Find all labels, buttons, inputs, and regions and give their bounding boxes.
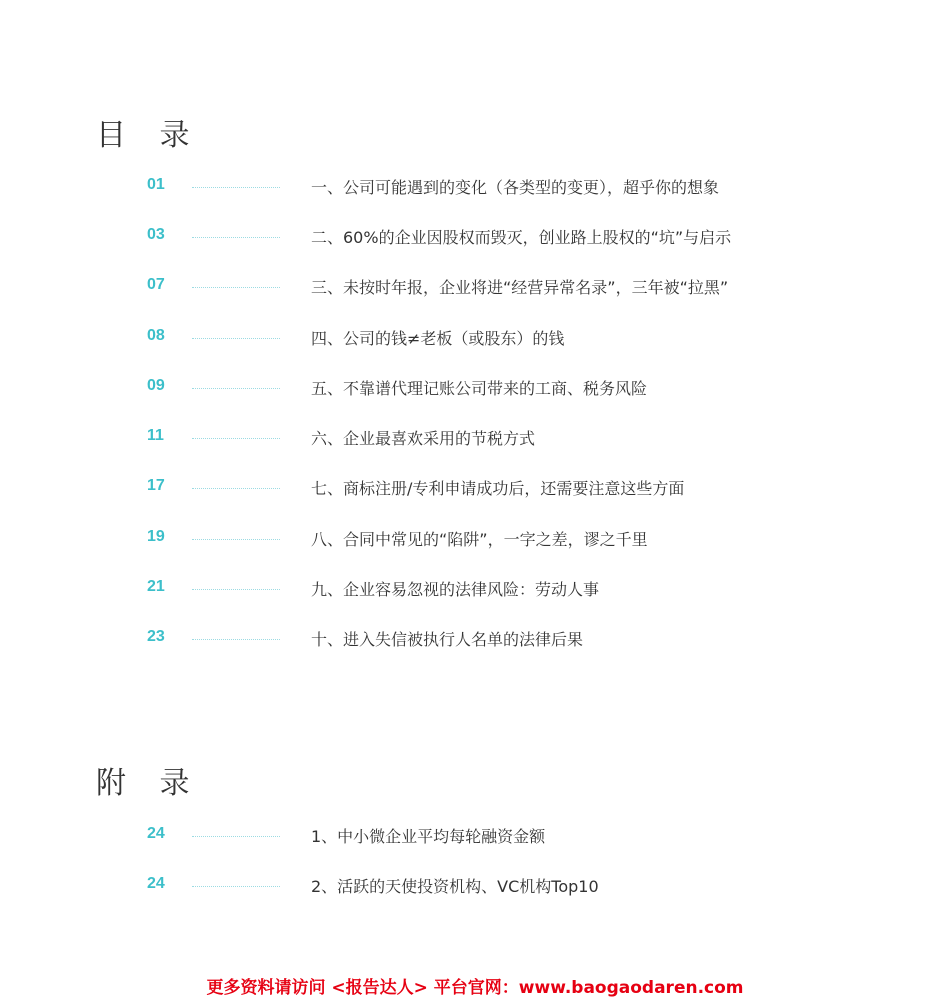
appendix-heading: 附 录	[96, 766, 202, 802]
toc-entry[interactable]	[0, 172, 950, 202]
toc-entry-title: 九、企业容易忽视的法律风险：劳动人事	[311, 580, 600, 599]
toc-entry[interactable]	[0, 524, 950, 554]
toc-entry[interactable]	[0, 323, 950, 353]
toc-page-number: 09	[147, 377, 165, 394]
dotted-leader	[192, 237, 280, 238]
toc-entry-title: 五、不靠谱代理记账公司带来的工商、税务风险	[311, 379, 648, 398]
appendix-entry[interactable]	[0, 821, 950, 851]
toc-page-number: 19	[147, 528, 165, 545]
toc-entry-title: 六、企业最喜欢采用的节税方式	[311, 429, 536, 448]
toc-entry[interactable]	[0, 574, 950, 604]
toc-entry[interactable]	[0, 423, 950, 453]
dotted-leader	[192, 388, 280, 389]
toc-entry-title: 二、60%的企业因股权而毁灭，创业路上股权的“坑”与启示	[311, 228, 732, 247]
toc-entry-title: 十、进入失信被执行人名单的法律后果	[311, 630, 584, 649]
toc-entry-title: 一、公司可能遇到的变化（各类型的变更），超乎你的想象	[311, 178, 720, 197]
toc-page-number: 01	[147, 176, 165, 193]
toc-entry[interactable]	[0, 473, 950, 503]
dotted-leader	[192, 338, 280, 339]
dotted-leader	[192, 836, 280, 837]
appendix-entry-title: 2、活跃的天使投资机构、VC机构Top10	[311, 877, 599, 896]
dotted-leader	[192, 488, 280, 489]
appendix-entry-title: 1、中小微企业平均每轮融资金额	[311, 827, 546, 846]
appendix-page-number: 24	[147, 875, 165, 892]
dotted-leader	[192, 287, 280, 288]
appendix-page-number: 24	[147, 825, 165, 842]
dotted-leader	[192, 187, 280, 188]
toc-heading: 目 录	[96, 118, 202, 154]
toc-entry[interactable]	[0, 624, 950, 654]
toc-entry-title: 四、公司的钱≠老板（或股东）的钱	[311, 329, 565, 348]
toc-entry-title: 七、商标注册/专利申请成功后，还需要注意这些方面	[311, 479, 685, 498]
toc-page-number: 11	[147, 427, 164, 444]
toc-page-number: 23	[147, 628, 165, 645]
dotted-leader	[192, 886, 280, 887]
toc-page-number: 21	[147, 578, 165, 595]
footer-promo-link[interactable]: 更多资料请访问 <报告达人> 平台官网：www.baogaodaren.com	[206, 978, 744, 998]
dotted-leader	[192, 438, 280, 439]
toc-page-number: 17	[147, 477, 165, 494]
appendix-entry[interactable]	[0, 871, 950, 901]
toc-page-number: 07	[147, 276, 165, 293]
toc-entry[interactable]	[0, 272, 950, 302]
toc-page-number: 08	[147, 327, 165, 344]
toc-entry-title: 八、合同中常见的“陷阱”，一字之差，谬之千里	[311, 530, 648, 549]
toc-entry[interactable]	[0, 222, 950, 252]
toc-entry-title: 三、未按时年报，企业将进“经营异常名录”，三年被“拉黑”	[311, 278, 729, 297]
toc-page-number: 03	[147, 226, 165, 243]
toc-entry[interactable]	[0, 373, 950, 403]
dotted-leader	[192, 589, 280, 590]
dotted-leader	[192, 539, 280, 540]
dotted-leader	[192, 639, 280, 640]
